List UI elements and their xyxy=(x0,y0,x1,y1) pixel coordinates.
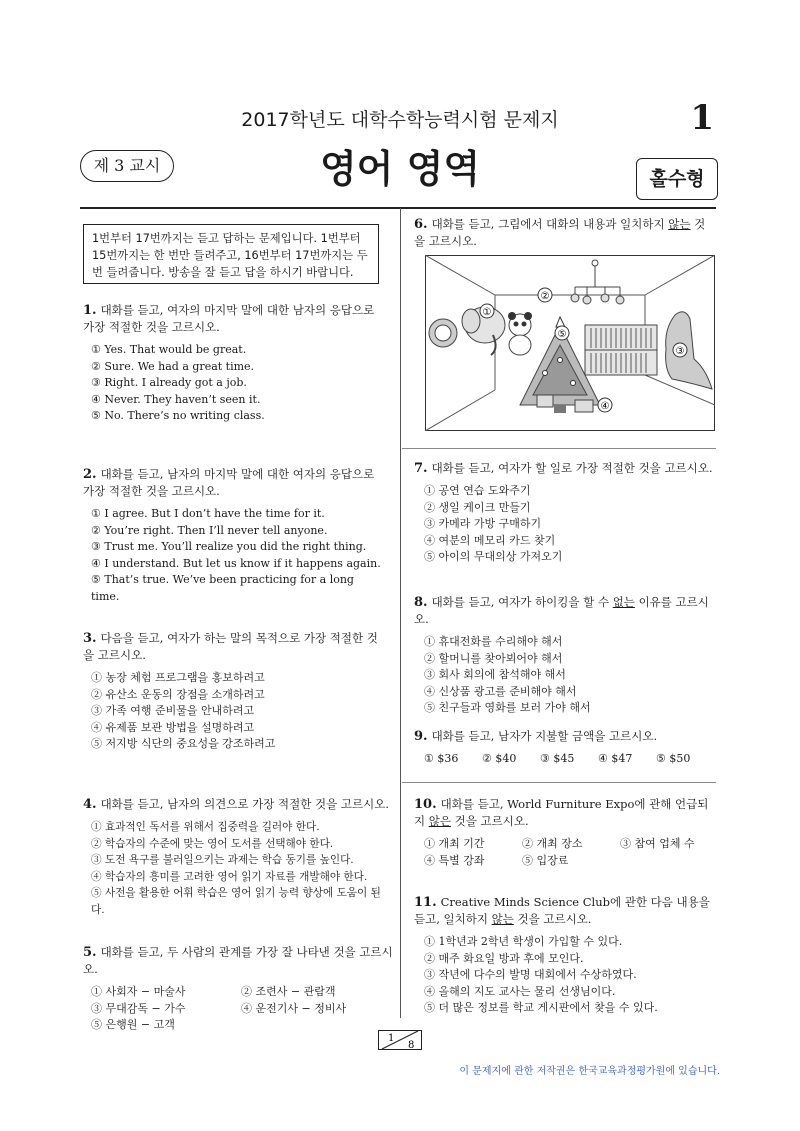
question-text: 다음을 듣고, 여자가 하는 말의 목적으로 가장 적절한 것을 고르시오. xyxy=(83,631,378,662)
option[interactable]: ⑤ 더 많은 정보를 학교 게시판에서 찾을 수 있다. xyxy=(424,1001,658,1014)
option[interactable]: ③ 회사 회의에 참석해야 해서 xyxy=(424,668,566,681)
question-text-end: 이유를 고르시오. xyxy=(414,595,709,626)
option[interactable]: ① 농장 체험 프로그램을 홍보하려고 xyxy=(91,671,265,684)
option[interactable]: ④ Never. They haven’t seen it. xyxy=(91,392,261,406)
question-text: Creative Minds Science Club에 관한 다음 내용을 듣고, 일치하지 xyxy=(414,895,710,926)
question-1 xyxy=(83,302,383,425)
question-4 xyxy=(83,796,393,918)
total-pages: 8 xyxy=(408,1040,415,1050)
section-divider xyxy=(402,448,716,449)
question-number: 6. xyxy=(414,217,428,232)
option[interactable]: ① 사회자 − 마술사 xyxy=(91,985,186,998)
question-number: 1. xyxy=(83,303,97,318)
option[interactable]: ③ 무대감독 − 가수 xyxy=(91,1001,186,1015)
question-number: 5. xyxy=(83,945,97,960)
question-6 xyxy=(414,216,716,250)
form-type-badge: 홀수형 xyxy=(636,158,718,200)
option[interactable]: ② $40 xyxy=(482,752,517,765)
question-number: 10. xyxy=(414,797,437,812)
option[interactable]: ④ 운전기사 − 정비사 xyxy=(241,1001,347,1015)
option[interactable]: ③ 카메라 가방 구매하기 xyxy=(424,517,542,530)
current-page: 1 xyxy=(388,1033,395,1044)
option[interactable]: ③ Trust me. You’ll realize you did the right thing. xyxy=(91,540,367,553)
option[interactable]: ① $36 xyxy=(424,752,459,765)
question-text: 대화를 듣고, 여자의 마지막 말에 대한 남자의 응답으로 가장 적절한 것을 고르시오. xyxy=(83,303,375,334)
option[interactable]: ② 생일 케이크 만들기 xyxy=(424,500,531,514)
option[interactable]: ③ $45 xyxy=(540,752,575,765)
question-number: 11. xyxy=(414,895,437,910)
option[interactable]: ⑤ 은행원 − 고객 xyxy=(91,1018,175,1031)
option[interactable]: ① I agree. But I don’t have the time for it. xyxy=(91,507,325,520)
page-number: 1 xyxy=(690,98,714,138)
question-text: 대화를 듣고, World Furniture Expo에 관해 언급되지 xyxy=(414,797,709,828)
question-number: 4. xyxy=(83,797,97,812)
underlined-word: 없는 xyxy=(612,595,635,609)
option[interactable]: ④ 학습자의 흥미를 고려한 영어 읽기 자료를 개발해야 한다. xyxy=(91,870,368,883)
underlined-word: 않는 xyxy=(491,912,514,926)
option[interactable]: ④ 신상품 광고를 준비해야 해서 xyxy=(424,684,577,698)
page-counter xyxy=(378,1030,422,1050)
option[interactable]: ① Yes. That would be great. xyxy=(91,343,247,356)
option[interactable]: ④ 여분의 메모리 카드 찾기 xyxy=(424,533,556,547)
option[interactable]: ③ 가족 여행 준비물을 안내하려고 xyxy=(91,704,255,717)
option[interactable]: ③ Right. I already got a job. xyxy=(91,376,247,389)
listening-notice: 1번부터 17번까지는 듣고 답하는 문제입니다. 1번부터 15번까지는 한 번만 들려주고, 16번부터 17번까지는 두 번 들려줍니다. 방송을 잘 듣고 답을 하시기 바랍니다. xyxy=(83,224,379,284)
option[interactable]: ④ 올해의 지도 교사는 물리 선생님이다. xyxy=(424,984,616,998)
question-number: 2. xyxy=(83,467,97,482)
room-illustration xyxy=(425,255,715,431)
option[interactable]: ② You’re right. Then I’ll never tell anyone. xyxy=(91,523,328,537)
option[interactable]: ⑤ 아이의 무대의상 가져오기 xyxy=(424,550,563,563)
question-text: 대화를 듣고, 남자가 지불할 금액을 고르시오. xyxy=(431,729,658,743)
question-9 xyxy=(414,728,716,768)
option[interactable]: ⑤ $50 xyxy=(656,752,691,765)
question-text: 대화를 듣고, 여자가 할 일로 가장 적절한 것을 고르시오. xyxy=(431,461,713,475)
option[interactable]: ⑤ 친구들과 영화를 보러 가야 해서 xyxy=(424,701,591,714)
exam-title: 2017학년도 대학수학능력시험 문제지 xyxy=(241,109,559,131)
header-divider xyxy=(80,207,716,209)
option[interactable]: ② 학습자의 수준에 맞는 영어 도서를 선택해야 한다. xyxy=(91,837,334,850)
question-number: 3. xyxy=(83,631,97,646)
option[interactable]: ④ 특별 강좌 xyxy=(424,853,485,867)
option[interactable]: ① 개최 기간 xyxy=(424,837,485,850)
question-8 xyxy=(414,594,716,717)
question-11 xyxy=(414,894,716,1017)
question-3 xyxy=(83,630,383,753)
question-text: 대화를 듣고, 남자의 의견으로 가장 적절한 것을 고르시오. xyxy=(100,797,389,811)
fig-label-5: ⑤ xyxy=(557,329,567,340)
question-text-end: 것을 고르시오. xyxy=(513,912,592,926)
option[interactable]: ③ 작년에 다수의 발명 대회에서 수상하였다. xyxy=(424,968,637,981)
option[interactable]: ② 유산소 운동의 장점을 소개하려고 xyxy=(91,687,265,701)
fig-label-1: ① xyxy=(482,307,492,318)
option[interactable]: ① 공연 연습 도와주기 xyxy=(424,484,531,497)
fig-label-2: ② xyxy=(540,291,550,302)
question-text: 대화를 듣고, 그림에서 대화의 내용과 일치하지 xyxy=(431,217,669,231)
fig-label-3: ③ xyxy=(675,346,685,357)
question-text: 대화를 듣고, 두 사람의 관계를 가장 잘 나타낸 것을 고르시오. xyxy=(83,945,393,976)
option[interactable]: ④ I understand. But let us know if it happens again. xyxy=(91,556,381,570)
question-10 xyxy=(414,796,716,869)
option[interactable]: ① 1학년과 2학년 학생이 가입할 수 있다. xyxy=(424,935,623,948)
option[interactable]: ④ 유제품 보관 방법을 설명하려고 xyxy=(91,720,255,734)
option[interactable]: ② 할머니를 찾아뵈어야 해서 xyxy=(424,651,563,665)
option[interactable]: ① 효과적인 독서를 위해서 집중력을 길러야 한다. xyxy=(91,821,320,833)
question-7 xyxy=(414,460,716,566)
fig-label-4: ④ xyxy=(600,401,610,412)
option[interactable]: ⑤ 사전을 활용한 어휘 학습은 영어 읽기 능력 향상에 도움이 된다. xyxy=(91,887,381,916)
option[interactable]: ③ 도전 욕구를 불러일으키는 과제는 학습 동기를 높인다. xyxy=(91,854,354,866)
question-number: 7. xyxy=(414,461,428,476)
column-divider xyxy=(400,208,401,1018)
session-label: 제 3 교시 xyxy=(80,150,174,182)
option[interactable]: ⑤ No. There’s no writing class. xyxy=(91,409,265,422)
question-2 xyxy=(83,466,383,605)
option[interactable]: ② 조련사 − 관람객 xyxy=(241,985,336,998)
question-number: 9. xyxy=(414,729,428,744)
option[interactable]: ③ 참여 업체 수 xyxy=(620,837,695,850)
question-number: 8. xyxy=(414,595,428,610)
copyright-notice: 이 문제지에 관한 저작권은 한국교육과정평가원에 있습니다. xyxy=(459,1066,720,1077)
underlined-word: 않은 xyxy=(428,814,451,828)
option[interactable]: ⑤ That’s true. We’ve been practicing for a long time. xyxy=(91,573,354,603)
option[interactable]: ① 휴대전화를 수리해야 해서 xyxy=(424,635,563,648)
question-text: 대화를 듣고, 여자가 하이킹을 할 수 xyxy=(431,595,613,609)
option[interactable]: ⑤ 저지방 식단의 중요성을 강조하려고 xyxy=(91,737,276,750)
option[interactable]: ② Sure. We had a great time. xyxy=(91,359,255,373)
option[interactable]: ② 매주 화요일 방과 후에 모인다. xyxy=(424,951,584,965)
question-text-end: 것을 고르시오. xyxy=(414,217,706,248)
option[interactable]: ④ $47 xyxy=(598,752,633,765)
subject-title: 영어 영역 xyxy=(319,147,481,191)
question-text-end: 것을 고르시오. xyxy=(450,814,529,828)
option[interactable]: ⑤ 입장료 xyxy=(522,853,569,867)
option[interactable]: ② 개최 장소 xyxy=(522,837,583,850)
question-text: 대화를 듣고, 남자의 마지막 말에 대한 여자의 응답으로 가장 적절한 것을 고르시오. xyxy=(83,467,375,498)
underlined-word: 않는 xyxy=(668,217,691,231)
question-5 xyxy=(83,944,393,1034)
section-divider xyxy=(402,782,716,783)
